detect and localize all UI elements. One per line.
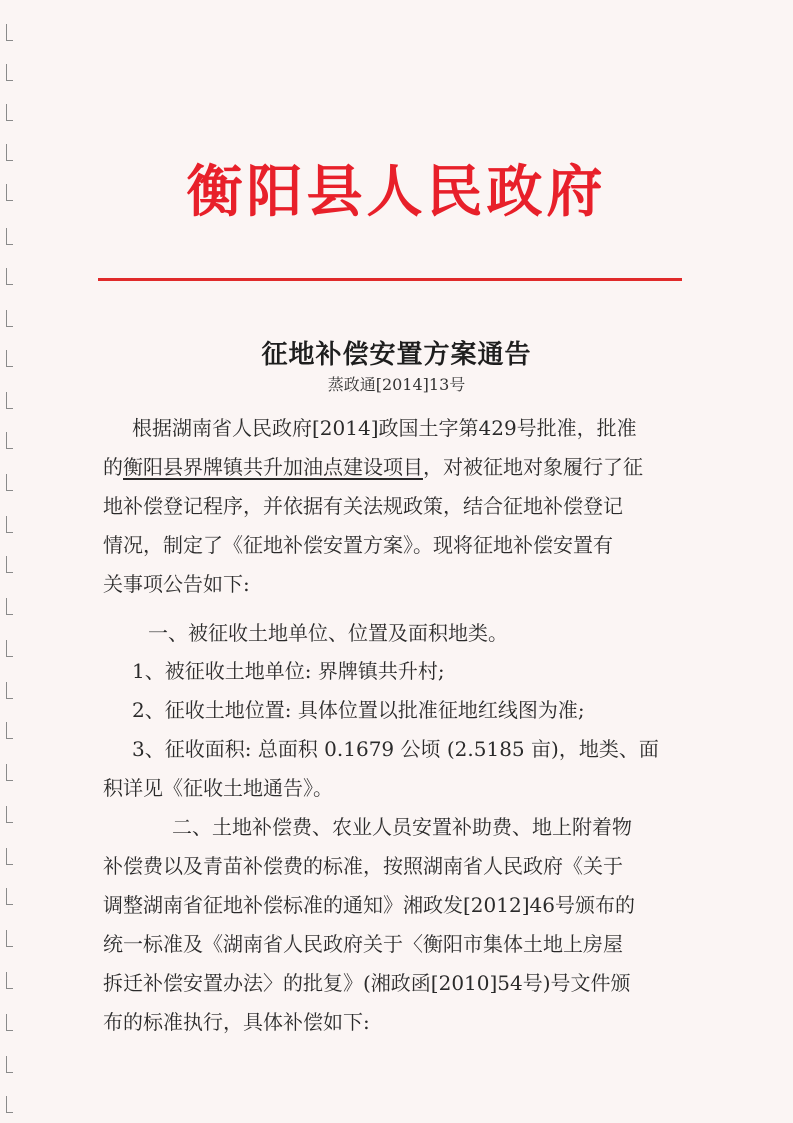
paragraph-line [103, 451, 643, 480]
paragraph-line: 拆迁补偿安置办法〉的批复》(湘政函[2010]54号)号文件颁 [103, 971, 631, 995]
binding-hole-mark [6, 1014, 13, 1031]
binding-hole-mark [6, 764, 13, 781]
binding-hole-mark [6, 104, 13, 121]
paragraph-line: 关事项公告如下: [103, 572, 250, 596]
binding-hole-mark [6, 24, 13, 41]
binding-hole-mark [6, 556, 13, 573]
project-name: 衡阳县界牌镇共升加油点建设项目 [123, 455, 423, 479]
paragraph-line: 调整湖南省征地补偿标准的通知》湘政发[2012]46号颁布的 [103, 893, 635, 917]
binding-hole-mark [6, 516, 13, 533]
binding-hole-mark [6, 598, 13, 615]
section-heading: 一、被征收土地单位、位置及面积地类。 [148, 621, 508, 645]
list-item: 2、征收土地位置: 具体位置以批准征地红线图为准; [132, 698, 585, 722]
binding-hole-mark [6, 806, 13, 823]
red-header-rule [98, 278, 682, 281]
binding-hole-mark [6, 930, 13, 947]
binding-hole-mark [6, 722, 13, 739]
list-item: 积详见《征收土地通告》。 [103, 776, 333, 800]
binding-hole-mark [6, 682, 13, 699]
binding-hole-mark [6, 1096, 13, 1113]
notice-title: 征地补偿安置方案通告 [261, 340, 532, 370]
government-header: 衡阳县人民政府 [186, 159, 607, 225]
binding-hole-mark [6, 310, 13, 327]
paragraph-line: 统一标准及《湖南省人民政府关于〈衡阳市集体土地上房屋 [103, 932, 623, 956]
binding-hole-mark [6, 64, 13, 81]
section-heading: 二、土地补偿费、农业人员安置补助费、地上附着物 [172, 815, 632, 839]
binding-hole-mark [6, 848, 13, 865]
paragraph-text: ，对被征地对象履行了征 [423, 455, 643, 479]
binding-hole-mark [6, 474, 13, 491]
binding-hole-mark [6, 228, 13, 245]
document-number: 蒸政通[2014]13号 [327, 375, 466, 394]
paragraph-line: 根据湖南省人民政府[2014]政国土字第429号批准，批准 [132, 416, 637, 440]
paragraph-line: 情况，制定了《征地补偿安置方案》。现将征地补偿安置有 [103, 533, 613, 557]
paragraph-text: 的 [103, 455, 123, 479]
binding-hole-mark [6, 268, 13, 285]
binding-hole-mark [6, 640, 13, 657]
paragraph-line: 布的标准执行，具体补偿如下: [103, 1010, 370, 1034]
paragraph-line: 地补偿登记程序，并依据有关法规政策，结合征地补偿登记 [103, 494, 623, 518]
list-item: 1、被征收土地单位: 界牌镇共升村; [132, 659, 445, 683]
binding-hole-mark [6, 888, 13, 905]
binding-hole-mark [6, 972, 13, 989]
list-item: 3、征收面积: 总面积 0.1679 公顷 (2.5185 亩)，地类、面 [132, 737, 659, 761]
binding-hole-mark [6, 1056, 13, 1073]
binding-hole-mark [6, 432, 13, 449]
paragraph-line: 补偿费以及青苗补偿费的标准，按照湖南省人民政府《关于 [103, 854, 623, 878]
